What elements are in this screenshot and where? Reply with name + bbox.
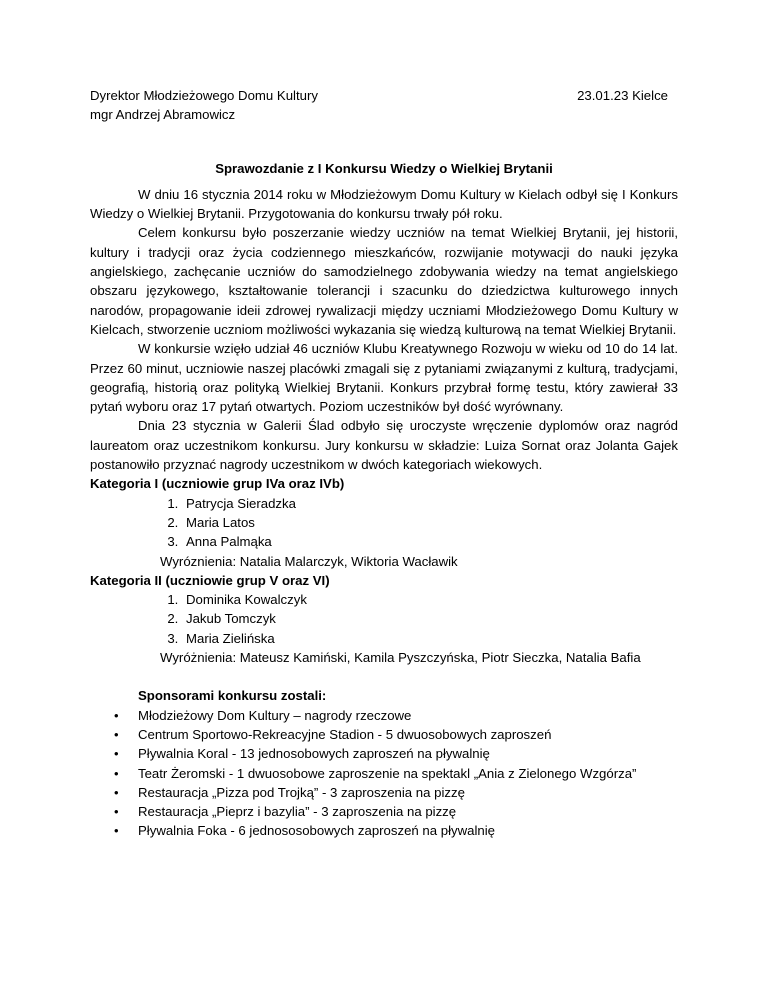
list-item: • Młodzieżowy Dom Kultury – nagrody rzeczowe <box>138 706 678 725</box>
list-item: 3. Anna Palmąka <box>182 532 678 551</box>
paragraph: Celem konkursu było poszerzanie wiedzy uczniów na temat Wielkiej Brytanii, jej historii, kultury i tradycji oraz życia codziennego mieszkańców, rozwijanie motywacji do nauki języka angielskiego, zachęcanie uczniów do samodzielnego zdobywania wiedzy na temat angielskiego obszaru językowego, kształtowanie tolerancji i szacunku do dziedzictwa kulturowego innych narodów, propagowanie ideii zdrowej rywalizacji między uczniami Młodzieżowego Domu Kultury w Kielcach, stworzenie uczniom możliwości wykazania się wiedzą kulturową na temat Wielkiej Brytanii. <box>90 225 678 337</box>
list-item: • Pływalnia Foka - 6 jednososobowych zaproszeń na pływalnię <box>138 821 678 840</box>
sender-block <box>90 86 318 125</box>
list-item: 1. Patrycja Sieradzka <box>182 494 678 513</box>
category-1-distinctions: Wyróznienia: Natalia Malarczyk, Wiktoria Wacławik <box>160 553 458 569</box>
category-2-distinctions: Wyróżnienia: Mateusz Kamiński, Kamila Pyszczyńska, Piotr Sieczka, Natalia Bafia <box>160 650 641 666</box>
report-title: Sprawozdanie z I Konkursu Wiedzy o Wielkiej Brytanii <box>215 160 553 176</box>
list-item: • Restauracja „Pieprz i bazylia” - 3 zaproszenia na pizzę <box>138 802 678 821</box>
list-item: 2. Jakub Tomczyk <box>182 609 678 628</box>
category-1-winners <box>90 494 678 552</box>
list-item: • Teatr Żeromski - 1 dwuosobowe zaproszenie na spektakl „Ania z Zielonego Wzgórza” <box>138 764 678 783</box>
sponsors-heading: Sponsorami konkursu zostali: <box>138 688 327 704</box>
list-item: • Restauracja „Pizza pod Trojką” - 3 zaproszenia na pizzę <box>138 783 678 802</box>
paragraph: W dniu 16 stycznia 2014 roku w Młodzieżowym Domu Kultury w Kielach odbył się I Konkurs Wiedzy o Wielkiej Brytanii. Przygotowania do konkursu trwały pół roku. <box>90 186 678 222</box>
letter-header <box>90 86 678 125</box>
category-2-heading: Kategoria II (uczniowie grup V oraz VI) <box>90 572 330 588</box>
list-item: • Centrum Sportowo-Rekreacyjne Stadion - 5 dwuosobowych zaproszeń <box>138 725 678 744</box>
list-item: • Pływalnia Koral - 13 jednosobowych zaproszeń na pływalnię <box>138 744 678 763</box>
list-item: 3. Maria Zielińska <box>182 629 678 648</box>
sender-name: mgr Andrzej Abramowicz <box>90 107 236 123</box>
category-2-winners <box>90 590 678 648</box>
list-item: 1. Dominika Kowalczyk <box>182 590 678 609</box>
sponsors-list <box>90 706 678 841</box>
list-item: 2. Maria Latos <box>182 513 678 532</box>
sender-title: Dyrektor Młodzieżowego Domu Kultury <box>90 88 318 103</box>
paragraph: Dnia 23 stycznia w Galerii Ślad odbyło się uroczyste wręczenie dyplomów oraz nagród laureatom oraz uczestnikom konkursu. Jury konkursu w składzie: Luiza Sornat oraz Jolanta Gajek postanowiło przyznać nagrody uczestnikom w dwóch kategoriach wiekowych. <box>90 418 678 473</box>
date-place: 23.01.23 Kielce <box>577 88 668 103</box>
document-page <box>90 86 678 841</box>
paragraph: W konkursie wzięło udział 46 uczniów Klubu Kreatywnego Rozwoju w wieku od 10 do 14 lat. Przez 60 minut, uczniowie naszej placówki zmagali się z pytaniami związanymi z kulturą, tradycjami, geografią, historią oraz polityką Wielkiej Brytanii. Konkurs przybrał formę testu, który zawierał 33 pytań wyboru oraz 17 pytań otwartych. Poziom uczestników był dość wyrównany. <box>90 341 678 415</box>
category-1-heading: Kategoria I (uczniowie grup IVa oraz IVb) <box>90 476 345 492</box>
